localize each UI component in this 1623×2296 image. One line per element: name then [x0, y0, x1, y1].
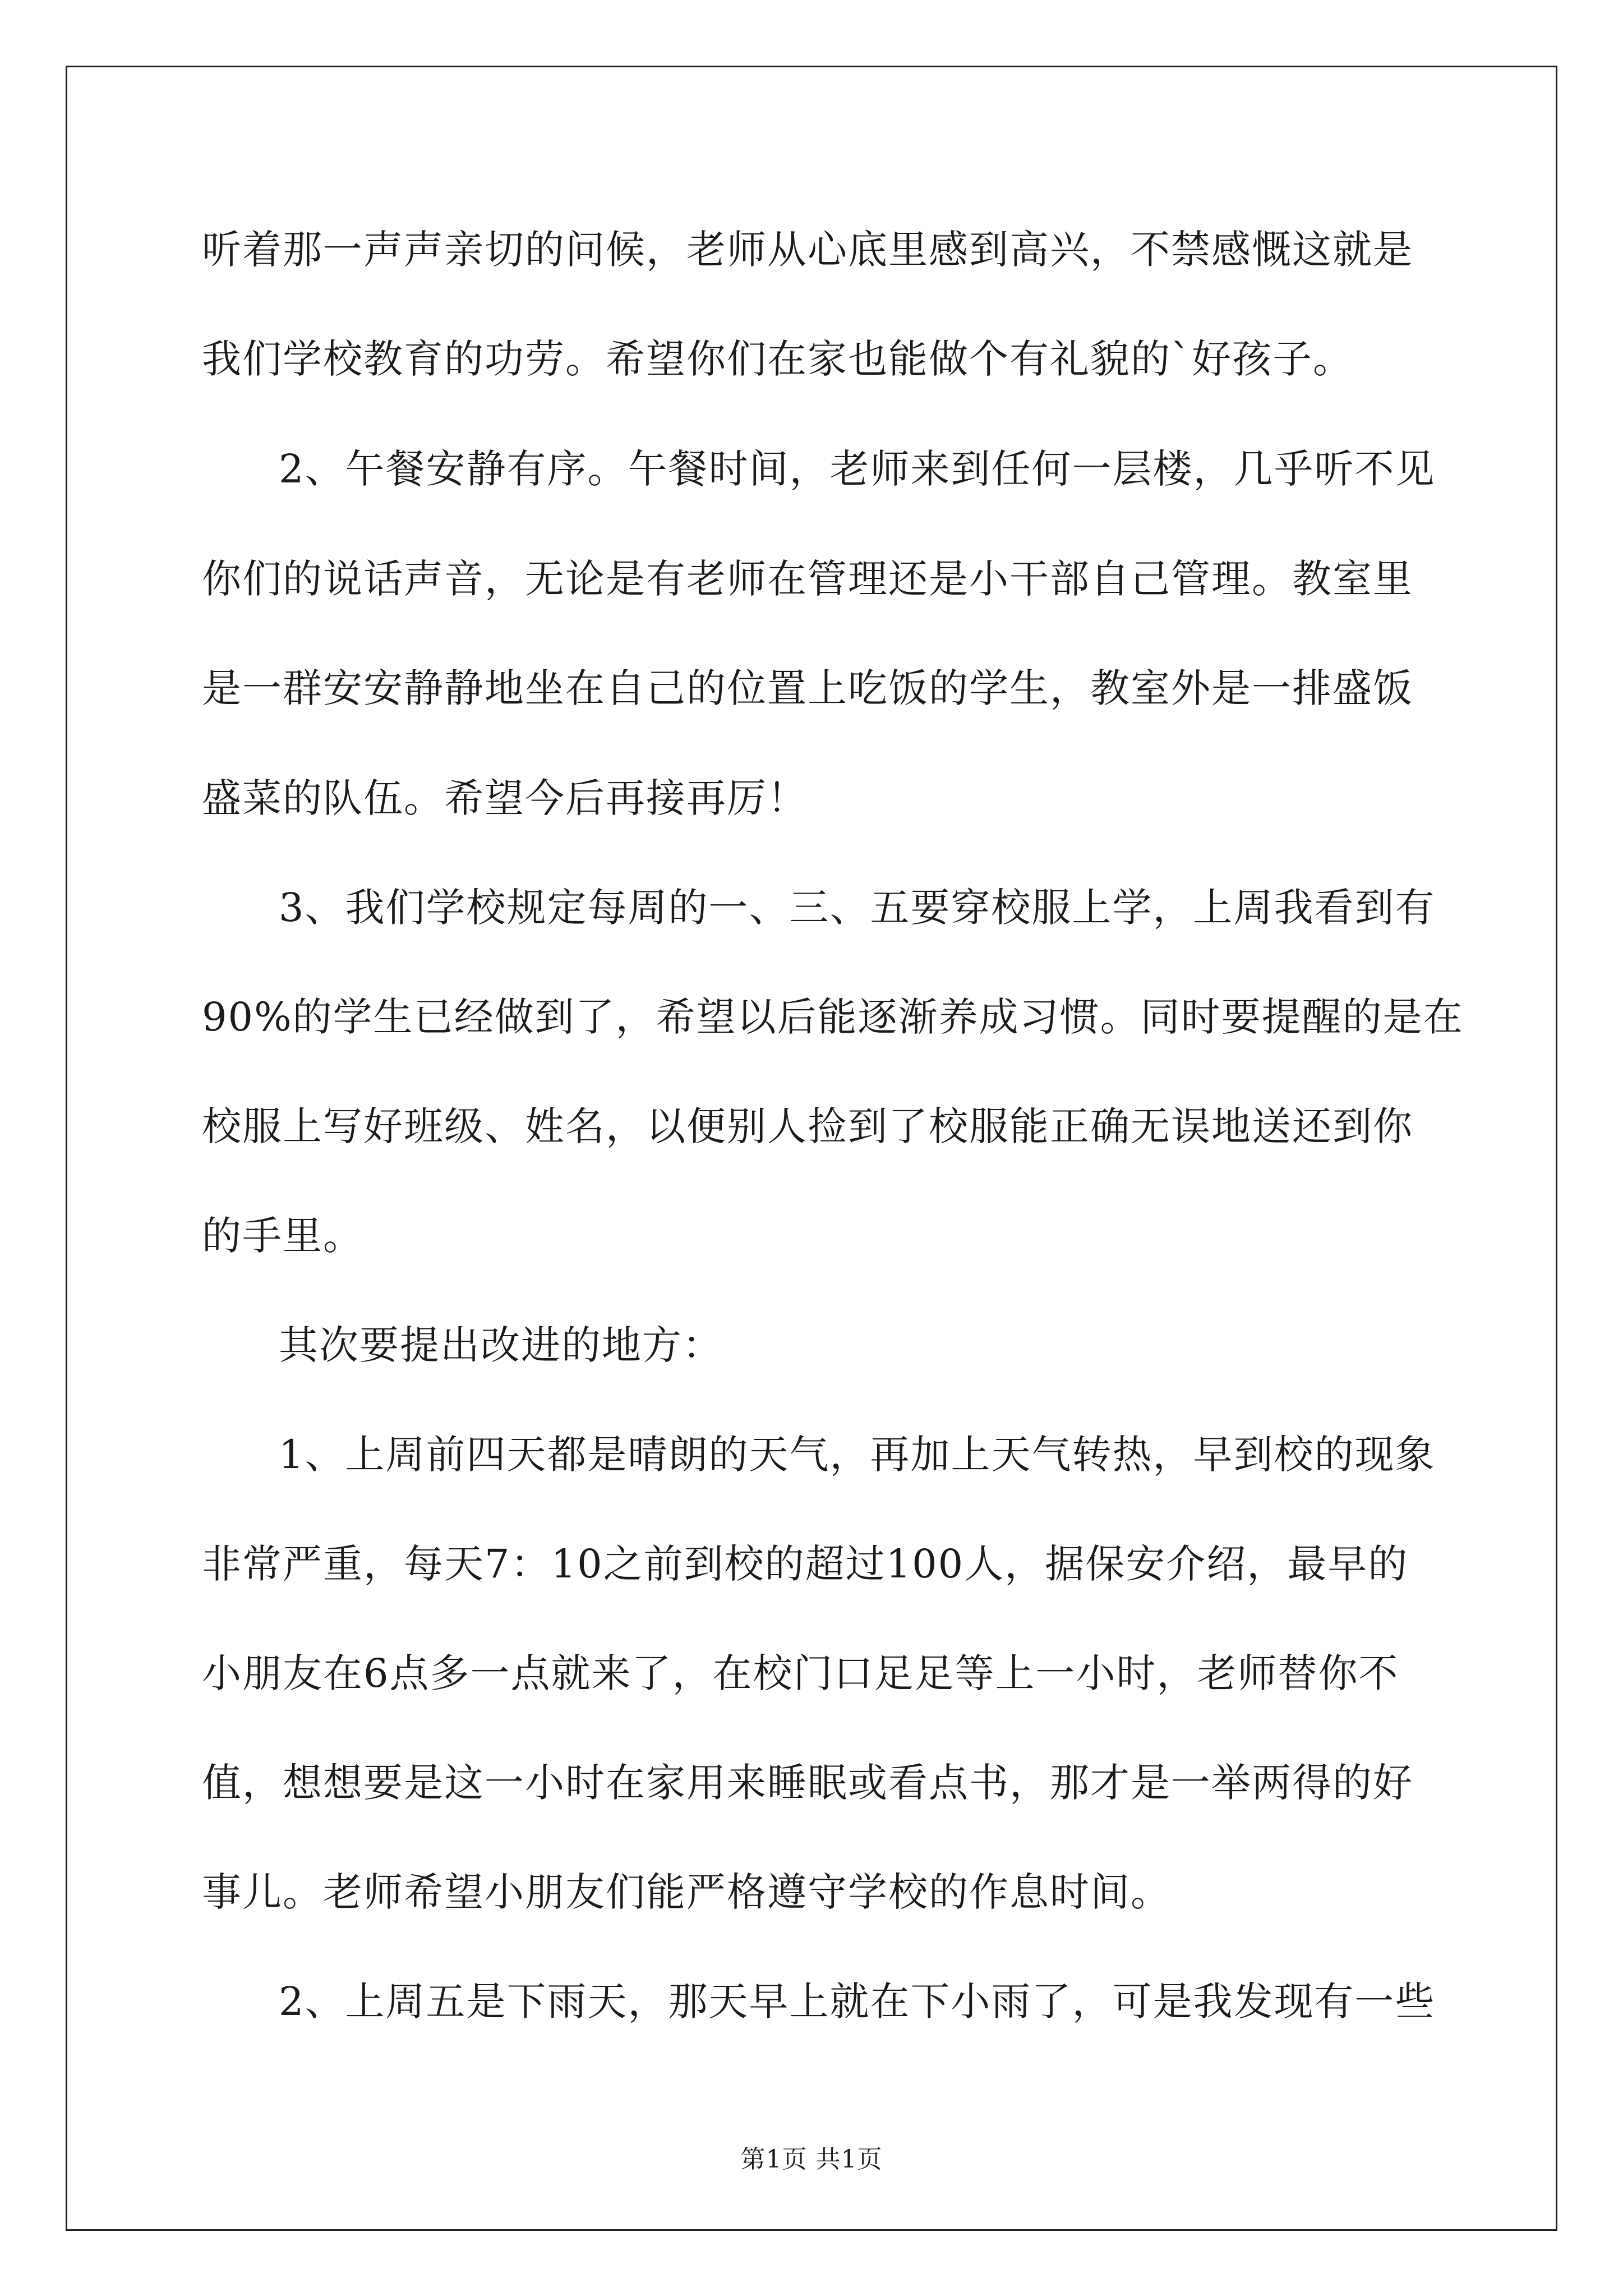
text-line: 小朋友在6点多一点就来了，在校门口足足等上一小时，老师替你不 [202, 1650, 1399, 1696]
text-line: 听着那一声声亲切的问候，老师从心底里感到高兴，不禁感慨这就是 [202, 227, 1413, 273]
text-line: 你们的说话声音，无论是有老师在管理还是小干部自己管理。教室里 [202, 556, 1413, 602]
text-line: 90%的学生已经做到了，希望以后能逐渐养成习惯。同时要提醒的是在 [202, 994, 1464, 1040]
page-number-footer: 第1页 共1页 [740, 2145, 883, 2174]
text-line: 非常严重，每天7：10之前到校的超过100人，据保安介绍，最早的 [202, 1541, 1409, 1587]
paragraph-start-line: 2、午餐安静有序。午餐时间，老师来到任何一层楼，几乎听不见 [279, 446, 1436, 492]
text-line: 是一群安安静静地坐在自己的位置上吃饭的学生，教室外是一排盛饭 [202, 665, 1413, 711]
text-line: 校服上写好班级、姓名，以便别人捡到了校服能正确无误地送还到你 [202, 1103, 1413, 1149]
text-line: 事儿。老师希望小朋友们能严格遵守学校的作息时间。 [202, 1869, 1171, 1915]
paragraph-start-line: 3、我们学校规定每周的一、三、五要穿校服上学，上周我看到有 [279, 885, 1436, 931]
text-line: 盛菜的队伍。希望今后再接再厉！ [202, 775, 808, 821]
paragraph-start-line: 1、上周前四天都是晴朗的天气，再加上天气转热，早到校的现象 [279, 1432, 1436, 1478]
text-line: 值，想想要是这一小时在家用来睡眠或看点书，那才是一举两得的好 [202, 1760, 1413, 1806]
text-line: 的手里。 [202, 1213, 363, 1259]
text-line: 我们学校教育的功劳。希望你们在家也能做个有礼貌的`好孩子。 [202, 336, 1353, 382]
paragraph-start-line: 2、上周五是下雨天，那天早上就在下小雨了，可是我发现有一些 [279, 1978, 1436, 2024]
paragraph-start-line: 其次要提出改进的地方： [279, 1322, 723, 1368]
